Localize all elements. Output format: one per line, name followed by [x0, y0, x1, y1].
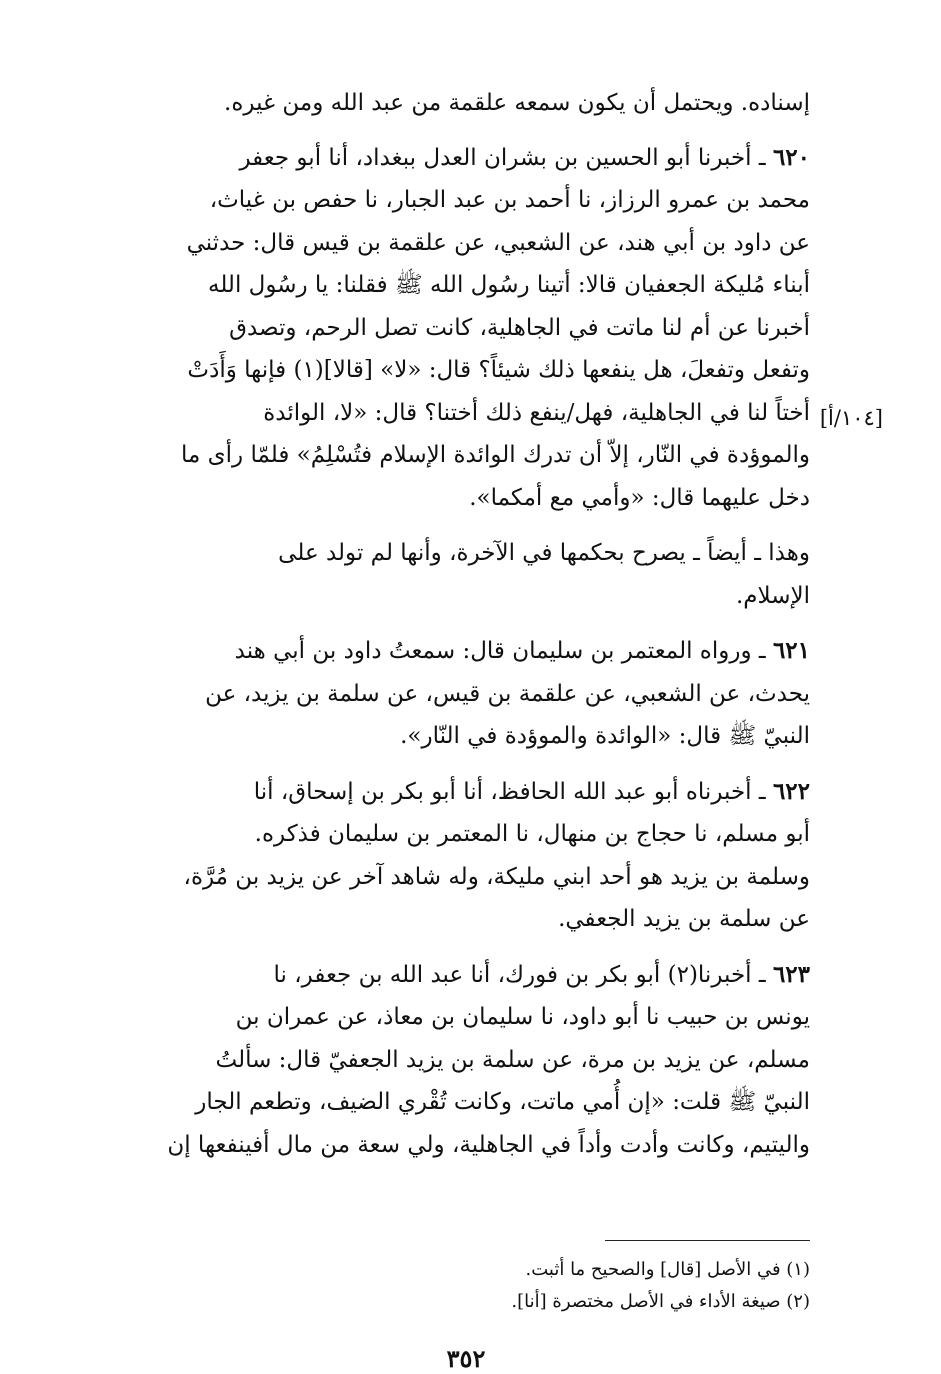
footnote: (٢) صيغة الأداء في الأصل مختصرة [أنا].	[511, 1291, 810, 1312]
paragraph-continuation	[122, 82, 810, 125]
commentary-paragraph	[122, 532, 810, 617]
text-line: الإسلام.	[735, 582, 810, 609]
text-line: وهذا ـ أيضاً ـ يصرح بحكمها في الآخرة، وأنها لم تولد على	[278, 540, 810, 566]
text-line: وسلمة بن يزيد هو أحد ابني مليكة، وله شاهد آخر عن يزيد بن مُرَّة،	[183, 863, 810, 890]
hadith-number: ٦٢٣	[772, 960, 810, 988]
text-line: ٦٢٠ ـ أخبرنا أبو الحسين بن بشران العدل ببغداد، أنا أبو جعفر	[239, 143, 810, 171]
text-line: والموؤدة في النّار، إلاّ أن تدرك الوائدة الإسلام فتُسْلِمُ» فلمّا رأى ما	[181, 442, 810, 468]
text-line: إسناده. ويحتمل أن يكون سمعه علقمة من عبد الله ومن غيره.	[224, 90, 810, 116]
text-line: ٦٢٢ ـ أخبرناه أبو عبد الله الحافظ، أنا أبو بكر بن إسحاق، أنا	[253, 777, 810, 805]
text-line: دخل عليهما قال: «وأمي مع أمكما».	[469, 484, 810, 511]
text-line: مسلم، عن يزيد بن مرة، عن سلمة بن يزيد الجعفيّ قال: سألتُ	[215, 1046, 810, 1073]
text-line: ٦٢٣ ـ أخبرنا(٢) أبو بكر بن فورك، أنا عبد الله بن جعفر، نا	[273, 960, 810, 988]
text-line: يونس بن حبيب نا أبو داود، نا سليمان بن معاذ، عن عمران بن	[235, 1004, 810, 1030]
text-line: أخبرنا عن أم لنا ماتت في الجاهلية، كانت تصل الرحم، وتصدق	[229, 314, 810, 341]
text-line: أختاً لنا في الجاهلية، فهل/ينفع ذلك أختنا؟ قال: «لا، الوائدة	[263, 399, 810, 426]
footnote: (١) في الأصل [قال] والصحيح ما أثبت.	[525, 1259, 810, 1280]
text-line: واليتيم، وكانت وأدت وأداً في الجاهلية، ولي سعة من مال أفينفعها إن	[167, 1131, 810, 1158]
text-line: وتفعل وتفعلَ، هل ينفعها ذلك شيئاً؟ قال: «لا» [قالا](١) فإنها وَأَدَتْ	[187, 357, 810, 383]
text-line: يحدث، عن الشعبي، عن علقمة بن قيس، عن سلمة بن يزيد، عن	[205, 680, 810, 707]
hadith-623	[122, 954, 810, 1167]
footnotes	[122, 1254, 810, 1318]
text-line: أبناء مُليكة الجعفيان قالا: أتينا رسُول الله ﷺ فقلنا: يا رسُول الله	[207, 272, 810, 298]
hadith-622	[122, 771, 810, 941]
page-number: ٣٥٢	[446, 1344, 486, 1373]
hadith-number: ٦٢٠	[772, 143, 810, 171]
text-line: محمد بن عمرو الرزاز، نا أحمد بن عبد الجبار، نا حفص بن غياث،	[209, 187, 810, 213]
hadith-621	[122, 630, 810, 758]
hadith-620	[122, 137, 810, 520]
hadith-number: ٦٢٢	[772, 777, 810, 805]
text-line: ٦٢١ ـ ورواه المعتمر بن سليمان قال: سمعتُ داود بن أبي هند	[234, 637, 810, 664]
manuscript-folio-reference: [١٠٤/أ]	[819, 406, 883, 430]
text-line: عن سلمة بن يزيد الجعفي.	[558, 906, 810, 932]
footnote-divider	[605, 1240, 810, 1241]
text-line: النبيّ ﷺ قال: «الوائدة والموؤدة في النّار».	[400, 723, 810, 749]
hadith-number: ٦٢١	[772, 637, 810, 664]
text-line: عن داود بن أبي هند، عن الشعبي، عن علقمة بن قيس قال: حدثني	[186, 229, 810, 256]
text-line: النبيّ ﷺ قلت: «إن أُمي ماتت، وكانت تُقْري الضيف، وتطعم الجار	[195, 1089, 810, 1115]
book-page	[122, 82, 883, 1373]
text-line: أبو مسلم، نا حجاج بن منهال، نا المعتمر بن سليمان فذكره.	[254, 821, 810, 847]
